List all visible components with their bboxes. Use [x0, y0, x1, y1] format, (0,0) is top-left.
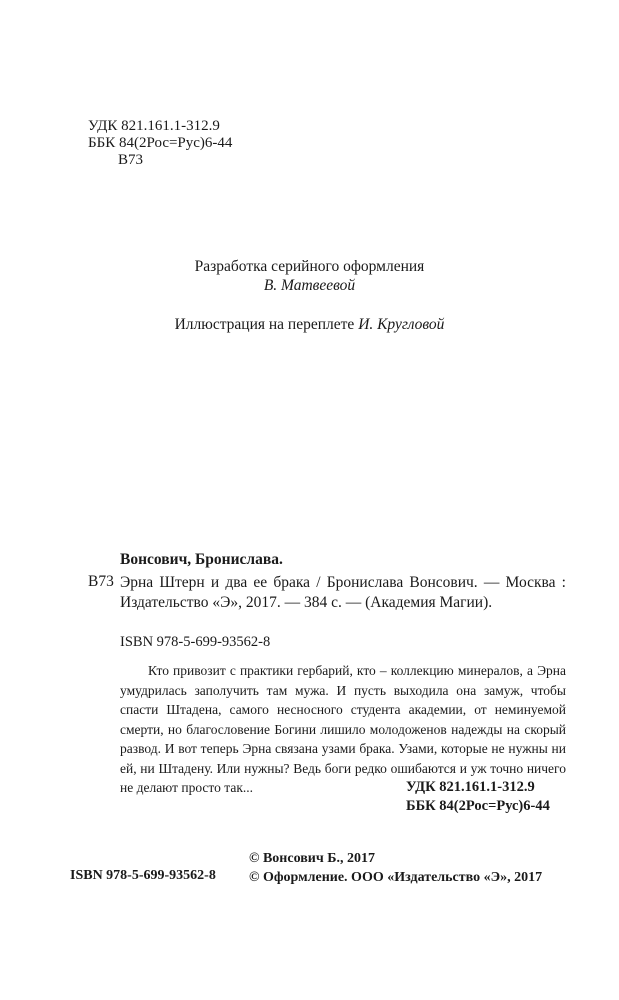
series-design-label: Разработка серийного оформления — [194, 258, 425, 275]
bottom-bbk-code: ББК 84(2Рос=Рус)6-44 — [406, 798, 550, 814]
series-designer-name: В. Матвеевой — [263, 277, 356, 294]
classification-block — [88, 118, 232, 169]
copyright-block — [249, 849, 542, 887]
annotation-text: Кто привозит с практики гербарий, кто – коллекцию минералов, а Эрна умудрилась заполучить там мужа. И пусть выходила она замуж, чтобы спасти Штадена, самого несносного студента академии, от неминуемой смерти, но благословение Богини лишило молодоженов надежды на скорый развод. И вот теперь Эрна связана узами брака. Узами, которые не нужны ни ей, ни Штадену. Или нужны? Ведь боги редко ошибаются и уж точно ничего не делают просто так... — [120, 663, 566, 795]
bibliographic-isbn: ISBN 978-5-699-93562-8 — [120, 634, 271, 650]
cover-illustration-label: Иллюстрация на переплете — [174, 316, 355, 333]
series-design-credit — [0, 257, 619, 295]
bbk-code: ББК 84(2Рос=Рус)6-44 — [88, 135, 233, 151]
author-sign: В73 — [118, 152, 144, 168]
bibliographic-code: В73 — [88, 573, 114, 590]
bibliographic-description: Эрна Штерн и два ее брака / Бронислава Вонсович. — Москва : Издательство «Э», 2017. — 384 с. — (Академия Магии). — [120, 574, 566, 611]
cover-illustrator-name: И. Кругловой — [358, 316, 445, 333]
bibliographic-author: Вонсович, Бронислава. — [120, 551, 283, 568]
author-copyright: © Вонсович Б., 2017 — [249, 851, 376, 866]
cover-illustration-credit — [0, 315, 619, 334]
udk-code: УДК 821.161.1-312.9 — [88, 118, 220, 134]
design-copyright: © Оформление. ООО «Издательство «Э», 2017 — [249, 870, 543, 885]
bottom-classification — [406, 778, 550, 816]
bottom-udk-code: УДК 821.161.1-312.9 — [406, 779, 535, 795]
copyright-isbn: ISBN 978-5-699-93562-8 — [70, 868, 216, 883]
